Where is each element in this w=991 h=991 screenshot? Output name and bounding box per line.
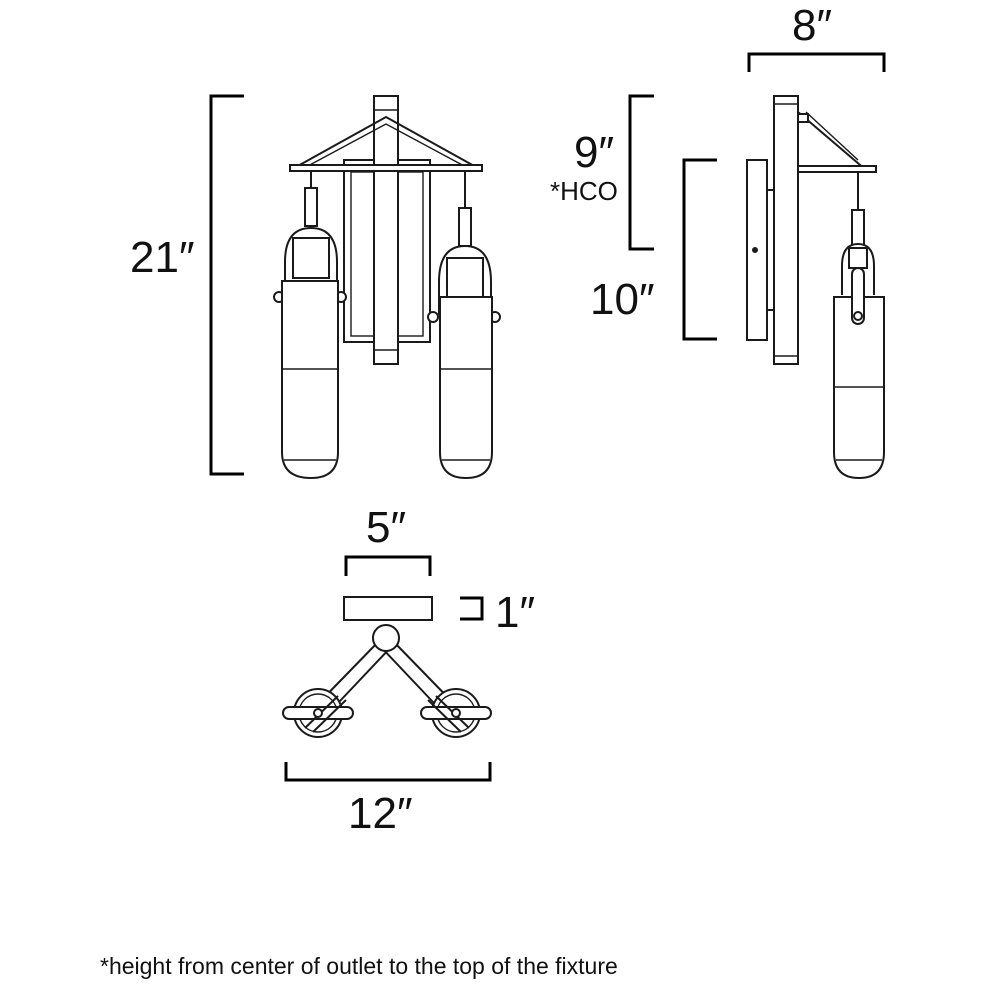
- side-lamp: [834, 172, 884, 478]
- height-bracket-21: [211, 96, 244, 474]
- top-view: [283, 503, 535, 838]
- backplate-label-10: 10″: [590, 275, 655, 324]
- depth-label-1: 1″: [495, 588, 536, 637]
- top-hub: [373, 625, 399, 651]
- width-bracket-5: [346, 557, 430, 576]
- hco-label-9: 9″: [574, 128, 615, 177]
- side-bar: [774, 96, 798, 364]
- hco-bracket-9: [630, 96, 654, 249]
- depth-bracket-1: [460, 598, 482, 619]
- top-lamp-left: [283, 689, 353, 737]
- top-lamp-right: [421, 689, 491, 737]
- front-lamp-right: [428, 171, 500, 478]
- front-view: [130, 96, 500, 478]
- footnote: *height from center of outlet to the top of the fixture: [100, 953, 618, 979]
- width-label-8: 8″: [792, 1, 833, 50]
- width-label-5: 5″: [366, 503, 407, 552]
- top-backplate: [344, 597, 432, 620]
- width-bracket-8: [749, 54, 884, 72]
- width-bracket-12: [286, 762, 490, 780]
- front-lamp-left: [274, 171, 346, 478]
- width-label-12: 12″: [348, 789, 413, 838]
- side-view: [550, 1, 884, 478]
- height-label-21: 21″: [130, 233, 195, 282]
- hco-marker: *HCO: [550, 176, 618, 206]
- backplate-bracket-10: [684, 160, 717, 339]
